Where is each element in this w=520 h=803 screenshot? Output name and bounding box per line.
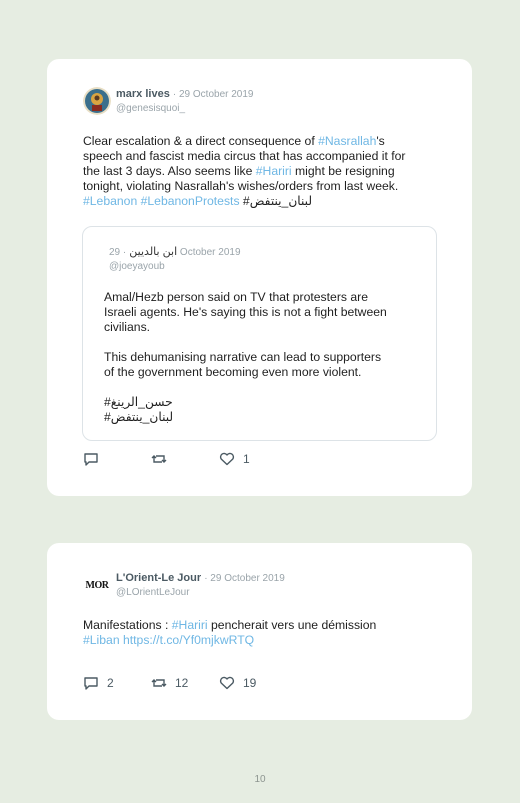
tweet-actions [83, 452, 250, 466]
avatar-image-icon [83, 87, 111, 115]
tweet-header [116, 88, 254, 114]
retweet-button[interactable] [151, 452, 219, 466]
text-line [83, 194, 405, 209]
text-line: civilians. [104, 320, 151, 334]
reply-button[interactable] [83, 676, 151, 690]
text-line: Israeli agents. He's saying this is not a fight between [104, 305, 387, 319]
avatar[interactable] [83, 87, 111, 115]
avatar[interactable] [83, 571, 111, 599]
retweet-icon [151, 676, 167, 690]
text-line [83, 164, 405, 179]
text-segment: Clear escalation & a direct consequence of [83, 134, 319, 148]
quoted-text [104, 290, 387, 425]
author-name[interactable]: L'Orient-Le Jour [116, 572, 202, 584]
retweet-button[interactable] [151, 676, 219, 690]
text-line: #لبنان_ينتفض [104, 410, 174, 424]
author-name[interactable]: marx lives [116, 88, 170, 100]
quoted-date: · 29 October 2019 [109, 247, 241, 258]
text-line [83, 633, 376, 648]
like-count: 1 [243, 452, 250, 466]
quoted-handle: @joeyayoub [109, 261, 165, 272]
tweet-text [83, 134, 405, 209]
text-line [83, 618, 376, 633]
heart-icon [219, 676, 235, 690]
reply-button[interactable] [83, 452, 151, 466]
reply-icon [83, 676, 99, 690]
author-handle[interactable]: @LOrientLeJour [116, 587, 190, 598]
quoted-author-name[interactable]: ابن بالديين [129, 246, 178, 258]
tweet-card [47, 59, 472, 496]
text-line: of the government becoming even more violent. [104, 365, 362, 379]
text-line [83, 149, 405, 164]
logo-text: MOR [85, 579, 109, 591]
tweet-actions [83, 676, 256, 690]
hashtag-link[interactable]: #Liban https://t.co/Yf0mjkwRTQ [83, 633, 255, 647]
quoted-header [109, 245, 241, 272]
text-segment: might be resigning [291, 164, 395, 178]
text-segment: 's [376, 134, 385, 148]
retweet-icon [151, 452, 167, 466]
quoted-tweet[interactable] [82, 226, 437, 441]
text-line: #حسن_الرينغ [104, 395, 173, 409]
page-number: 10 [254, 774, 266, 785]
hashtag-link[interactable]: #Hariri [171, 618, 208, 632]
tweet-text [83, 618, 376, 648]
text-segment: Manifestations : [83, 618, 172, 632]
text-segment: the last 3 days. Also seems like [83, 164, 256, 178]
text-line: Amal/Hezb person said on TV that protesters are [104, 290, 368, 304]
text-line [104, 335, 387, 350]
hashtag-link[interactable]: #Lebanon #LebanonProtests [83, 194, 240, 208]
like-button[interactable] [219, 676, 256, 690]
tweet-card [47, 543, 472, 720]
reply-icon [83, 452, 99, 466]
tweet-header [116, 572, 285, 598]
tweet-date[interactable]: · 29 October 2019 [172, 89, 254, 100]
text-line [83, 179, 405, 194]
tweet-date[interactable]: · 29 October 2019 [204, 573, 285, 584]
like-count: 19 [243, 676, 257, 690]
retweet-count: 12 [175, 676, 189, 690]
text-line [104, 380, 387, 395]
text-line: This dehumanising narrative can lead to supporters [104, 350, 382, 364]
hashtag-link[interactable]: #Nasrallah [318, 134, 377, 148]
reply-count: 2 [107, 676, 114, 690]
text-line [83, 134, 405, 149]
text-segment: tonight, violating Nasrallah's wishes/orders from last week. [83, 179, 399, 193]
like-button[interactable] [219, 452, 250, 466]
heart-icon [219, 452, 235, 466]
text-segment: pencherait vers une démission [207, 618, 377, 632]
hashtag-link[interactable]: #Hariri [255, 164, 292, 178]
author-handle[interactable]: @genesisquoi_ [116, 103, 186, 114]
text-segment: #لبنان_ينتفض [239, 194, 313, 208]
text-segment: speech and fascist media circus that has accompanied it for [83, 149, 406, 163]
